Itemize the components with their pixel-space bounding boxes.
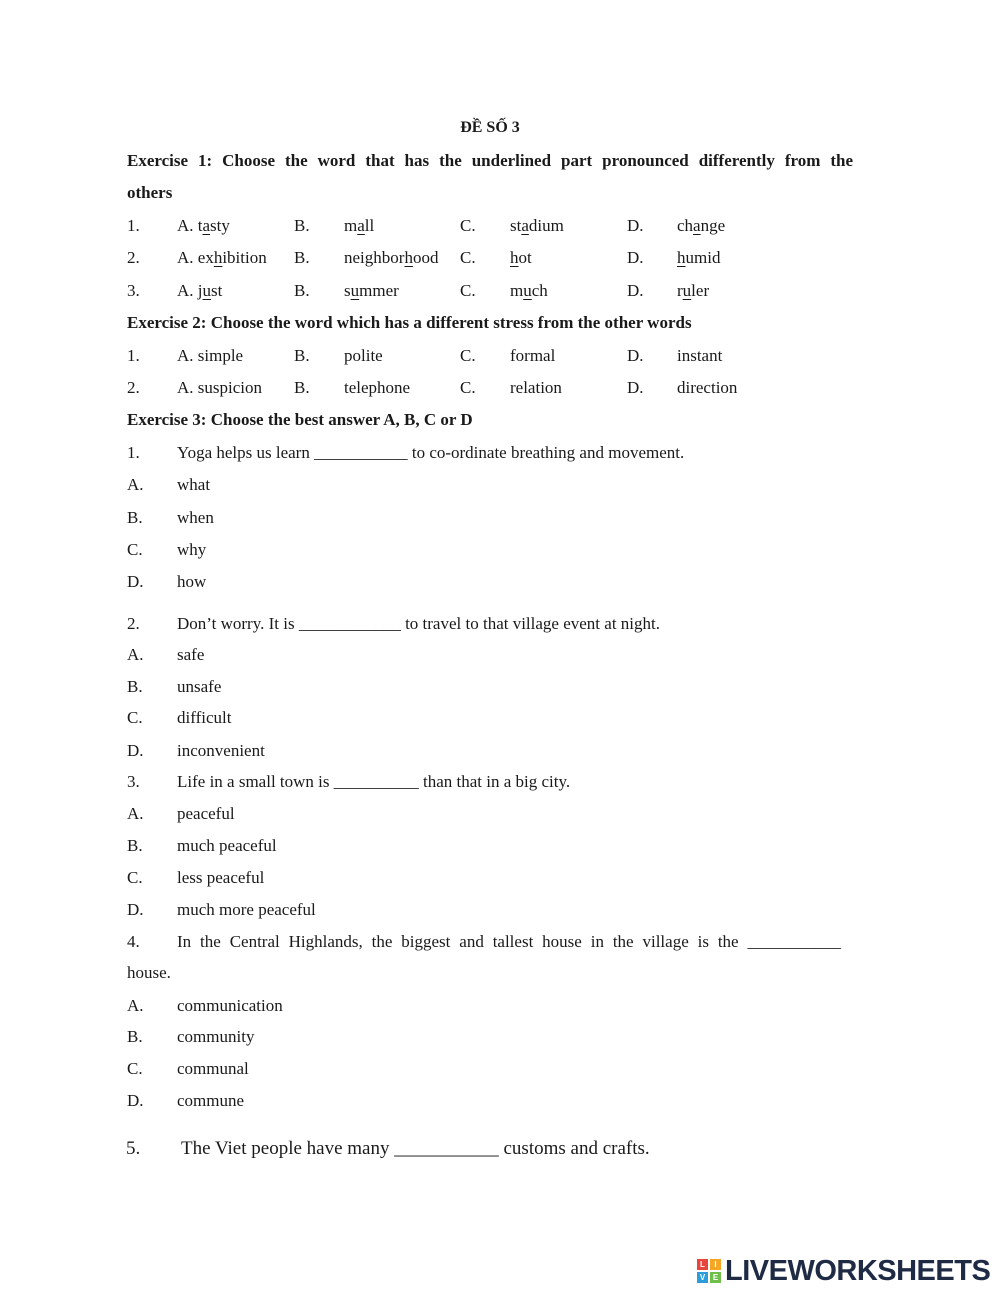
option-label: C. [460, 248, 476, 267]
item-number: 2. [127, 378, 140, 397]
option-d[interactable]: humid [677, 248, 721, 267]
option-label: B. [294, 281, 310, 300]
question-text: The Viet people have many ___________ customs and crafts. [181, 1138, 650, 1159]
logo-square: E [710, 1272, 721, 1283]
question-number: 2. [127, 614, 140, 633]
option-label: D. [127, 741, 144, 760]
answer-option[interactable]: difficult [177, 708, 232, 727]
option-label: D. [627, 248, 644, 267]
option-label: C. [127, 868, 143, 887]
answer-option[interactable]: how [177, 572, 207, 591]
option-d[interactable]: ruler [677, 281, 710, 300]
option-label: B. [294, 346, 310, 365]
answer-option[interactable]: safe [177, 645, 205, 664]
option-label: D. [127, 1091, 144, 1110]
item-number: 3. [127, 281, 140, 300]
option-label: C. [127, 708, 143, 727]
option-c[interactable]: hot [510, 248, 532, 267]
option-label: D. [627, 378, 644, 397]
option-a[interactable]: A. simple [177, 346, 244, 365]
option-label: C. [460, 346, 476, 365]
option-label: A. [127, 996, 144, 1015]
option-label: C. [460, 281, 476, 300]
page-title: ĐỀ SỐ 3 [460, 119, 520, 136]
option-d[interactable]: instant [677, 346, 723, 365]
option-label: B. [127, 508, 143, 527]
option-label: C. [460, 378, 476, 397]
liveworksheets-logo [697, 1256, 990, 1286]
option-label: B. [294, 248, 310, 267]
option-c[interactable]: formal [510, 346, 556, 365]
option-label: B. [294, 378, 310, 397]
item-number: 1. [127, 216, 140, 235]
option-label: D. [627, 281, 644, 300]
option-c[interactable]: relation [510, 378, 562, 397]
question-number: 5. [126, 1138, 141, 1159]
option-label: B. [127, 677, 143, 696]
question-text: Yoga helps us learn ___________ to co-ordinate breathing and movement. [177, 443, 685, 462]
option-label: B. [127, 836, 143, 855]
item-number: 1. [127, 346, 140, 365]
exercise-1-heading: Exercise 1: Choose the word that has the underlined part pronounced differently from the [127, 151, 853, 170]
option-label: A. [127, 645, 144, 664]
option-label: B. [294, 216, 310, 235]
answer-option[interactable]: less peaceful [177, 868, 265, 887]
option-d[interactable]: change [677, 216, 726, 235]
answer-option[interactable]: inconvenient [177, 741, 265, 760]
question-number: 3. [127, 772, 140, 791]
option-label: C. [127, 1059, 143, 1078]
logo-squares-icon [697, 1259, 721, 1283]
exercise-3-heading: Exercise 3: Choose the best answer A, B, C or D [127, 410, 473, 429]
option-b[interactable]: polite [344, 346, 383, 365]
option-a[interactable]: A. just [177, 281, 223, 300]
option-b[interactable]: mall [344, 216, 375, 235]
option-d[interactable]: direction [677, 378, 738, 397]
option-label: D. [127, 900, 144, 919]
item-number: 2. [127, 248, 140, 267]
exercise-2-heading: Exercise 2: Choose the word which has a different stress from the other words [127, 313, 692, 332]
logo-wordmark: LIVEWORKSHEETS [725, 1254, 991, 1287]
answer-option[interactable]: community [177, 1027, 255, 1046]
answer-option[interactable]: much peaceful [177, 836, 277, 855]
logo-square: I [710, 1259, 721, 1270]
answer-option[interactable]: when [177, 508, 214, 527]
logo-square: V [697, 1272, 708, 1283]
option-label: D. [127, 572, 144, 591]
question-text: In the Central Highlands, the biggest and tallest house in the village is the ___________ [177, 932, 841, 951]
option-c[interactable]: stadium [510, 216, 564, 235]
question-text-cont: house. [127, 963, 171, 982]
question-number: 1. [127, 443, 140, 462]
answer-option[interactable]: communication [177, 996, 283, 1015]
option-a[interactable]: A. suspicion [177, 378, 262, 397]
answer-option[interactable]: commune [177, 1091, 245, 1110]
logo-square: L [697, 1259, 708, 1270]
answer-option[interactable]: why [177, 540, 207, 559]
option-label: D. [627, 346, 644, 365]
answer-option[interactable]: much more peaceful [177, 900, 316, 919]
option-b[interactable]: neighborhood [344, 248, 439, 267]
option-label: D. [627, 216, 644, 235]
option-b[interactable]: summer [344, 281, 399, 300]
answer-option[interactable]: what [177, 475, 211, 494]
option-b[interactable]: telephone [344, 378, 411, 397]
option-label: A. [127, 804, 144, 823]
option-label: C. [460, 216, 476, 235]
option-c[interactable]: much [510, 281, 548, 300]
option-label: C. [127, 540, 143, 559]
question-text: Life in a small town is __________ than that in a big city. [177, 772, 571, 791]
question-text: Don’t worry. It is ____________ to travel to that village event at night. [177, 614, 660, 633]
exercise-1-heading-cont: others [127, 183, 173, 202]
question-number: 4. [127, 932, 140, 951]
answer-option[interactable]: communal [177, 1059, 249, 1078]
answer-option[interactable]: peaceful [177, 804, 235, 823]
option-label: A. [127, 475, 144, 494]
option-a[interactable]: A. tasty [177, 216, 230, 235]
option-a[interactable]: A. exhibition [177, 248, 267, 267]
answer-option[interactable]: unsafe [177, 677, 222, 696]
option-label: B. [127, 1027, 143, 1046]
